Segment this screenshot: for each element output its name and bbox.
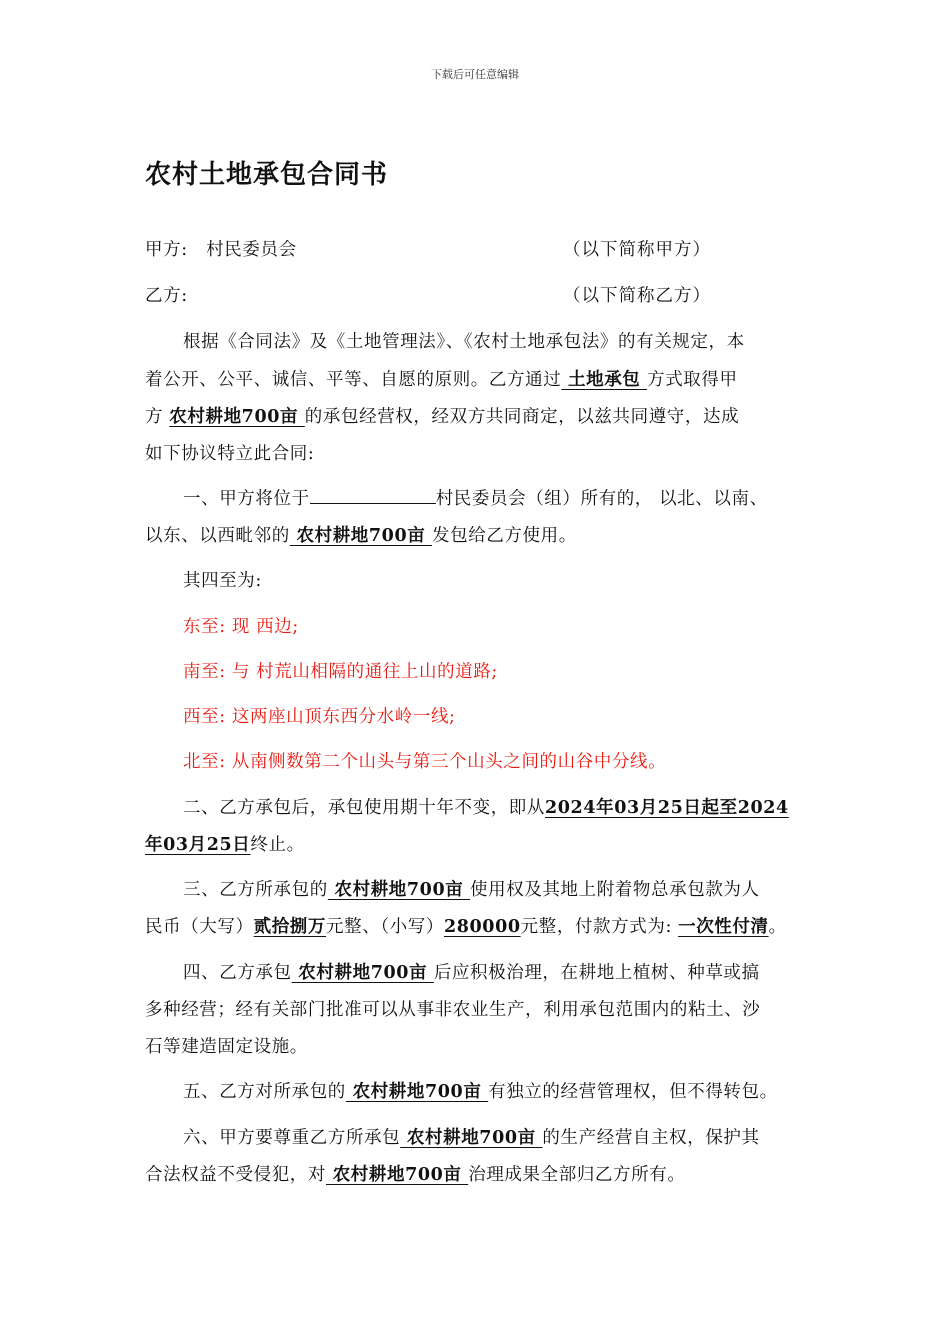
boundary-east: 东至: 现 西边; [183, 617, 299, 637]
party-b-label: 乙方: [145, 286, 188, 306]
boundary-west: 西至: 这两座山顶东西分水岭一线; [183, 707, 456, 727]
party-a-label: 甲方: [145, 240, 188, 260]
land-name: 农村耕地700亩 [326, 1165, 469, 1185]
page-header: 下载后可任意编辑 [431, 68, 519, 81]
clause-4-line-3: 石等建造固定设施。 [145, 1037, 308, 1057]
acquisition-method: 土地承包 [561, 370, 648, 390]
party-a-line [145, 236, 297, 261]
clause-4-line-1: 四、乙方承包 农村耕地700亩 后应积极治理，在耕地上植树、种草或搞 [183, 963, 760, 983]
boundary-intro: 其四至为: [183, 571, 262, 591]
land-name: 农村耕地700亩 [327, 880, 471, 900]
intro-line-2: 着公开、公平、诚信、平等、自愿的原则。乙方通过 土地承包 方式取得甲 [145, 370, 738, 390]
amount-words: 贰拾捌万 [253, 917, 327, 937]
party-a-name: 村民委员会 [206, 240, 297, 260]
clause-1-line-2: 以东、以西毗邻的 农村耕地700亩 发包给乙方使用。 [145, 526, 577, 546]
boundary-north: 北至: 从南侧数第二个山头与第三个山头之间的山谷中分线。 [183, 752, 667, 772]
clause-3-line-2: 民币（大写）贰拾捌万元整、（小写）280000元整，付款方式为: 一次性付清。 [145, 917, 787, 937]
payment-method: 一次性付清 [678, 917, 769, 937]
clause-3-line-1: 三、乙方所承包的 农村耕地700亩 使用权及其地上附着物总承包款为人 [183, 880, 760, 900]
party-b-line [145, 282, 188, 307]
intro-line-1: 根据《合同法》及《土地管理法》、《农村土地承包法》的有关规定，本 [183, 332, 745, 352]
clause-6-line-1: 六、甲方要尊重乙方所承包 农村耕地700亩 的生产经营自主权，保护其 [183, 1128, 760, 1148]
boundary-south: 南至: 与 村荒山相隔的通往上山的道路; [183, 662, 498, 682]
term-end: 年03月25日 [145, 835, 251, 855]
land-name: 农村耕地700亩 [345, 1082, 489, 1102]
clause-5-line-1: 五、乙方对所承包的 农村耕地700亩 有独立的经营管理权，但不得转包。 [183, 1082, 778, 1102]
term-start: 2024年03月25日起至2024 [545, 798, 789, 818]
land-name: 农村耕地700亩 [169, 407, 305, 427]
intro-line-3: 方 农村耕地700亩 的承包经营权，经双方共同商定，以兹共同遵守，达成 [145, 407, 740, 427]
party-b-note: （以下简称乙方） [563, 286, 711, 306]
land-name: 农村耕地700亩 [400, 1128, 543, 1148]
page-title: 农村土地承包合同书 [145, 160, 389, 190]
amount-number: 280000 [443, 917, 521, 937]
clause-1-line-1: 一、甲方将位于 村民委员会（组）所有的， 以北、以南、 [183, 485, 768, 510]
party-a-note: （以下简称甲方） [563, 240, 711, 260]
clause-2-line-1: 二、乙方承包后，承包使用期十年不变，即从2024年03月25日起至2024 [183, 798, 789, 818]
location-blank [310, 485, 436, 504]
clause-6-line-2: 合法权益不受侵犯，对 农村耕地700亩 治理成果全部归乙方所有。 [145, 1165, 686, 1185]
intro-line-4: 如下协议特立此合同: [145, 444, 315, 464]
land-name: 农村耕地700亩 [289, 526, 433, 546]
clause-2-line-2: 年03月25日终止。 [145, 835, 305, 855]
land-name: 农村耕地700亩 [291, 963, 434, 983]
clause-4-line-2: 多种经营；经有关部门批准可以从事非农业生产，利用承包范围内的粘土、沙 [145, 1000, 761, 1020]
